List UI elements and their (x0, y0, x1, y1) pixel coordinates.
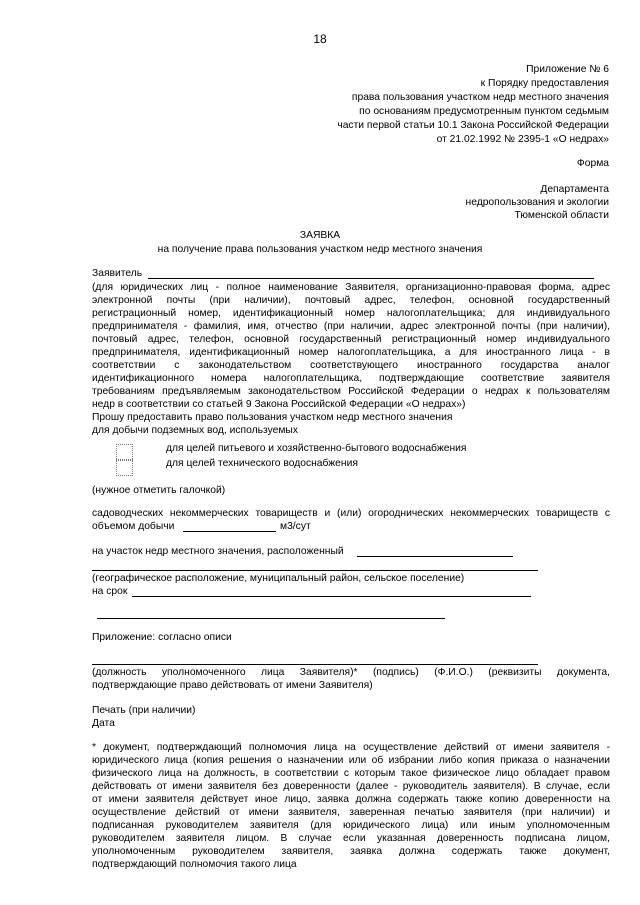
applicant-desc-line-10: недр в соответствии со статьей 9 Закона Российской Федерации «О недрах») (92, 399, 466, 410)
footnote-line-7: подписанная руководителем заявителя (для юридического лица) или иным уполномоченным (92, 820, 610, 831)
appendix-line-4: по основаниям предусмотренным пунктом седьмым (359, 106, 609, 117)
check-note: (нужное отметить галочкой) (92, 485, 226, 496)
signature-input-line[interactable] (92, 664, 538, 665)
appendix-line-2: к Порядку предоставления (480, 78, 609, 89)
appendix-line-5: части первой статьи 10.1 Закона Российской Федерации (337, 120, 609, 131)
footnote-line-6: осуществление действий от имени заявителя, заверенная печатью заявителя (при наличии) и (92, 807, 610, 818)
term-input-line-2[interactable] (97, 618, 445, 619)
gardening-line-1: садоводческих некоммерческих товариществ и (или) огороднических некоммерческих товариществ с (92, 508, 610, 519)
appendix-line-6: от 21.02.1992 № 2395-1 «О недрах» (436, 134, 609, 145)
gardening-volume-label: объемом добычи (92, 521, 175, 532)
applicant-input-line[interactable] (148, 278, 594, 279)
footnote-line-10: подтверждающий полномочия такого лица (92, 859, 297, 870)
footnote-line-5: от имени заявителя действует иное лицо, заявка должна содержать также копию доверенности на (92, 794, 610, 805)
gardening-unit: м3/сут (280, 521, 311, 532)
request-line-2: для добычи подземных вод, используемых (92, 425, 298, 436)
location-input-line[interactable] (357, 556, 513, 557)
applicant-desc-line-7: соответствии с законодательством соответствующего иностранного государства аналог (92, 360, 610, 371)
page-number: 18 (313, 32, 327, 46)
form-label: Форма (576, 158, 609, 169)
footnote-line-3: физического лица на должность, в соответствии с которым такое физическое лицо обладает правом (92, 768, 610, 779)
term-label: на срок (92, 586, 128, 597)
stamp-label: Печать (при наличии) (92, 705, 196, 716)
applicant-desc-line-1: (для юридических лиц - полное наименование Заявителя, организационно-правовая форма, адрес (92, 282, 610, 293)
recipient-line-1: Департамента (540, 184, 609, 195)
applicant-label: Заявитель (92, 268, 143, 279)
applicant-desc-line-2: электронной почты (при наличии), почтовый адрес, телефон, основной государственный (92, 295, 610, 306)
applicant-desc-line-9: требованиям предъявляемым законодательством Российской Федерации о недрах к пользователям (92, 386, 610, 397)
location-input-line-2[interactable] (92, 570, 538, 571)
option-technical-checkbox[interactable] (116, 459, 133, 476)
footnote-line-1: * документ, подтверждающий полномочия лица на осуществление действий от имени заявителя - (92, 742, 610, 753)
applicant-desc-line-3: регистрационный номер, идентификационный номер налогоплательщика; для индивидуального (92, 308, 610, 319)
footnote-line-9: уполномоченным руководителем заявителя, заявка должна содержать также документ, (92, 846, 610, 857)
term-input-line[interactable] (132, 596, 531, 597)
signature-caption-line-2: подтверждающие право действовать от имени Заявителя) (92, 680, 373, 691)
document-subtitle: на получение права пользования участком недр местного значения (157, 244, 483, 255)
recipient-line-2: недропользования и экологии (465, 197, 609, 208)
document-title: ЗАЯВКА (299, 230, 341, 241)
applicant-desc-line-5: почтовый адрес, телефон, основной государственный регистрационный номер индивидуального (92, 334, 610, 345)
request-line-1: Прошу предоставить право пользования участком недр местного значения (92, 412, 453, 423)
appendix-line-1: Приложение № 6 (526, 64, 609, 75)
volume-input-line[interactable] (183, 531, 276, 532)
attachment: Приложение: согласно описи (92, 632, 232, 643)
option-drinking-label: для целей питьевого и хозяйственно-бытового водоснабжения (166, 443, 467, 454)
applicant-desc-line-6: предпринимателя, идентификационный номер налогоплательщика, а для иностранного лица - в (92, 347, 610, 358)
applicant-desc-line-4: предпринимателя - фамилия, имя, отчество (при наличии, адрес электронной почты (при наличии), (92, 321, 610, 332)
location-caption: (географическое расположение, муниципальный район, сельское поселение) (92, 573, 465, 584)
location-label: на участок недр местного значения, расположенный (92, 546, 344, 557)
option-technical-label: для целей технического водоснабжения (166, 458, 358, 469)
applicant-desc-line-8: идентификационного номера налогоплательщика, подтверждающие соответствие заявителя (92, 373, 610, 384)
recipient-line-3: Тюменской области (514, 210, 609, 221)
date-label: Дата (92, 718, 115, 729)
appendix-line-3: права пользования участком недр местного значения (351, 92, 609, 103)
footnote-line-8: руководителем заявителя лицом. В случае если указанная доверенность подписана лицом, (92, 833, 610, 844)
footnote-line-4: действовать от имени заявителя без доверенности (далее - руководитель заявителя). В случае, если (92, 781, 610, 792)
footnote-line-2: юридического лица (копия решения о назначении или об избрании либо копия приказа о назначении (92, 755, 610, 766)
signature-caption-line-1: (должность уполномоченного лица Заявителя)* (подпись) (Ф.И.О.) (реквизиты документа, (92, 667, 610, 678)
